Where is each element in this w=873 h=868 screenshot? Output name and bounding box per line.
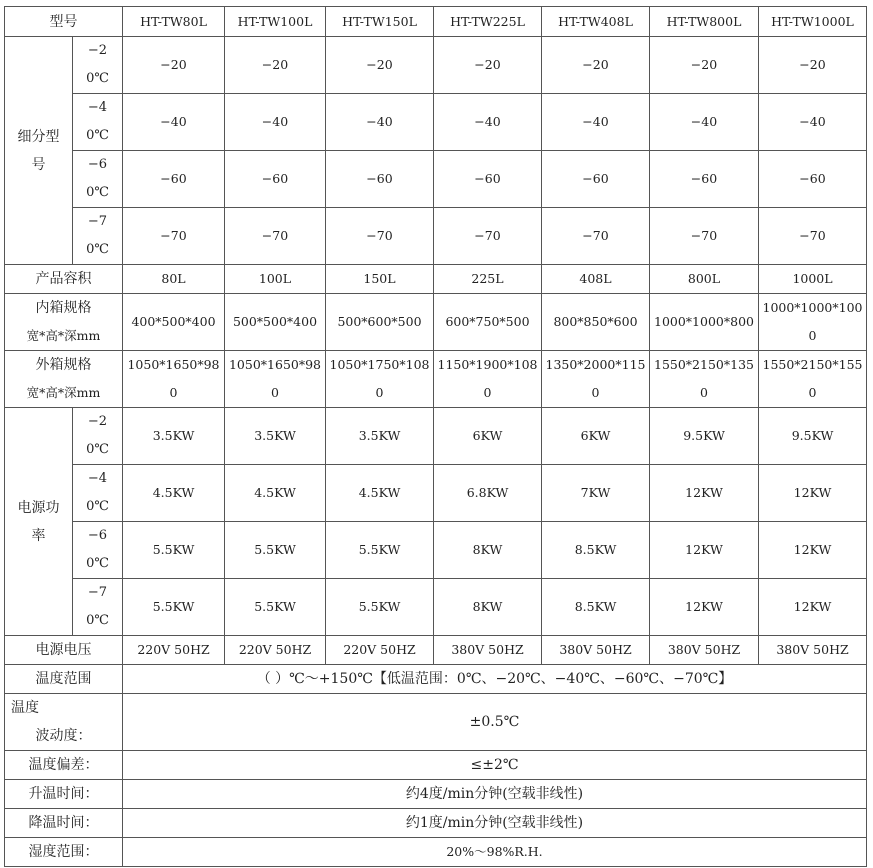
table-cell: −60 — [326, 151, 434, 208]
table-cell: 3.5KW — [123, 408, 225, 465]
table-cell: −20 — [434, 37, 542, 94]
table-cell: 1350*2000*115 0 — [542, 351, 650, 408]
model-name: HT-TW225L — [434, 7, 542, 37]
table-cell: 500*600*500 — [326, 294, 434, 351]
sub-temp-label: −2 0℃ — [73, 37, 123, 94]
temp-range-label: 温度范围 — [5, 665, 123, 694]
table-cell: 12KW — [759, 522, 867, 579]
model-name: HT-TW150L — [326, 7, 434, 37]
table-cell: −20 — [326, 37, 434, 94]
table-cell: 4.5KW — [225, 465, 326, 522]
power-temp-label: −6 0℃ — [73, 522, 123, 579]
heat-time-value: 约4度/min分钟(空载非线性) — [123, 780, 867, 809]
sub-model-row — [5, 37, 867, 94]
temp-range-value: （ ）℃～+150℃【低温范围：0℃、−20℃、−40℃、−60℃、−70℃】 — [123, 665, 867, 694]
inner-size-label: 内箱规格 宽*高*深mm — [5, 294, 123, 351]
table-cell: 1050*1650*98 0 — [225, 351, 326, 408]
power-row — [5, 579, 867, 636]
table-cell: 408L — [542, 265, 650, 294]
table-cell: 800L — [650, 265, 759, 294]
table-cell: 225L — [434, 265, 542, 294]
table-cell: 12KW — [650, 522, 759, 579]
table-cell: −40 — [326, 94, 434, 151]
table-cell: 1550*2150*135 0 — [650, 351, 759, 408]
table-cell: 7KW — [542, 465, 650, 522]
inner-size-row — [5, 294, 867, 351]
table-cell: −70 — [326, 208, 434, 265]
table-cell: 1150*1900*108 0 — [434, 351, 542, 408]
table-cell: 1050*1650*98 0 — [123, 351, 225, 408]
voltage-row — [5, 636, 867, 665]
sub-model-row — [5, 208, 867, 265]
heat-time-label: 升温时间： — [5, 780, 123, 809]
humidity-value: 20%～98%R.H. — [123, 838, 867, 867]
fluctuation-row — [5, 694, 867, 751]
model-name: HT-TW408L — [542, 7, 650, 37]
table-cell: 800*850*600 — [542, 294, 650, 351]
model-name: HT-TW100L — [225, 7, 326, 37]
table-cell: −20 — [225, 37, 326, 94]
heat-time-row — [5, 780, 867, 809]
sub-model-row — [5, 94, 867, 151]
table-cell: 8.5KW — [542, 522, 650, 579]
model-header-label: 型号 — [5, 7, 123, 37]
spec-table — [4, 6, 867, 867]
table-cell: 8KW — [434, 522, 542, 579]
table-cell: 1000*1000*800 — [650, 294, 759, 351]
table-cell: −20 — [650, 37, 759, 94]
table-cell: 9.5KW — [759, 408, 867, 465]
table-cell: 1000*1000*100 0 — [759, 294, 867, 351]
table-cell: 6.8KW — [434, 465, 542, 522]
humidity-label: 湿度范围： — [5, 838, 123, 867]
table-cell: 220V 50HZ — [326, 636, 434, 665]
table-cell: 600*750*500 — [434, 294, 542, 351]
table-cell: 6KW — [542, 408, 650, 465]
model-name: HT-TW1000L — [759, 7, 867, 37]
power-label: 电源功 率 — [5, 408, 73, 636]
table-cell: −70 — [542, 208, 650, 265]
table-cell: 150L — [326, 265, 434, 294]
table-cell: −40 — [434, 94, 542, 151]
table-cell: 3.5KW — [326, 408, 434, 465]
table-cell: −60 — [123, 151, 225, 208]
table-cell: 5.5KW — [326, 522, 434, 579]
temp-range-row — [5, 665, 867, 694]
table-cell: −70 — [650, 208, 759, 265]
table-cell: 4.5KW — [123, 465, 225, 522]
table-cell: −20 — [759, 37, 867, 94]
table-cell: 500*500*400 — [225, 294, 326, 351]
table-cell: −40 — [759, 94, 867, 151]
volume-label: 产品容积 — [5, 265, 123, 294]
table-cell: −40 — [650, 94, 759, 151]
power-temp-label: −2 0℃ — [73, 408, 123, 465]
table-cell: 5.5KW — [123, 522, 225, 579]
table-cell: 1050*1750*108 0 — [326, 351, 434, 408]
table-cell: −60 — [434, 151, 542, 208]
table-cell: 5.5KW — [225, 522, 326, 579]
table-cell: −40 — [542, 94, 650, 151]
power-row — [5, 522, 867, 579]
cool-time-row — [5, 809, 867, 838]
power-row — [5, 408, 867, 465]
model-name: HT-TW800L — [650, 7, 759, 37]
table-cell: 380V 50HZ — [434, 636, 542, 665]
sub-temp-label: −6 0℃ — [73, 151, 123, 208]
table-cell: −70 — [225, 208, 326, 265]
table-cell: −60 — [759, 151, 867, 208]
table-cell: 220V 50HZ — [123, 636, 225, 665]
table-cell: 8.5KW — [542, 579, 650, 636]
sub-temp-label: −4 0℃ — [73, 94, 123, 151]
table-cell: 12KW — [759, 465, 867, 522]
table-cell: −20 — [542, 37, 650, 94]
deviation-row — [5, 751, 867, 780]
table-cell: −70 — [434, 208, 542, 265]
table-cell: 1000L — [759, 265, 867, 294]
outer-size-label: 外箱规格 宽*高*深mm — [5, 351, 123, 408]
table-cell: −70 — [123, 208, 225, 265]
table-cell: 100L — [225, 265, 326, 294]
table-cell: 5.5KW — [326, 579, 434, 636]
sub-temp-label: −7 0℃ — [73, 208, 123, 265]
power-row — [5, 465, 867, 522]
table-cell: 12KW — [650, 465, 759, 522]
table-cell: 12KW — [650, 579, 759, 636]
humidity-row — [5, 838, 867, 867]
model-name: HT-TW80L — [123, 7, 225, 37]
table-cell: 8KW — [434, 579, 542, 636]
cool-time-label: 降温时间： — [5, 809, 123, 838]
table-cell: −60 — [650, 151, 759, 208]
table-cell: 80L — [123, 265, 225, 294]
table-cell: 4.5KW — [326, 465, 434, 522]
deviation-label: 温度偏差： — [5, 751, 123, 780]
table-cell: −70 — [759, 208, 867, 265]
voltage-label: 电源电压 — [5, 636, 123, 665]
table-cell: 12KW — [759, 579, 867, 636]
table-cell: 400*500*400 — [123, 294, 225, 351]
table-cell: −60 — [225, 151, 326, 208]
table-cell: 5.5KW — [123, 579, 225, 636]
table-cell: 220V 50HZ — [225, 636, 326, 665]
fluctuation-value: ±0.5℃ — [123, 694, 867, 751]
table-cell: 3.5KW — [225, 408, 326, 465]
sub-model-label: 细分型 号 — [5, 37, 73, 265]
table-cell: −60 — [542, 151, 650, 208]
header-row — [5, 7, 867, 37]
cool-time-value: 约1度/min分钟(空载非线性) — [123, 809, 867, 838]
table-cell: 9.5KW — [650, 408, 759, 465]
fluctuation-label: 温度 波动度： — [5, 694, 123, 751]
power-temp-label: −4 0℃ — [73, 465, 123, 522]
table-cell: 380V 50HZ — [542, 636, 650, 665]
table-cell: 5.5KW — [225, 579, 326, 636]
sub-model-row — [5, 151, 867, 208]
table-cell: 1550*2150*155 0 — [759, 351, 867, 408]
table-cell: −40 — [225, 94, 326, 151]
table-cell: 6KW — [434, 408, 542, 465]
table-cell: −20 — [123, 37, 225, 94]
deviation-value: ≤±2℃ — [123, 751, 867, 780]
volume-row — [5, 265, 867, 294]
power-temp-label: −7 0℃ — [73, 579, 123, 636]
table-cell: 380V 50HZ — [650, 636, 759, 665]
table-cell: 380V 50HZ — [759, 636, 867, 665]
table-cell: −40 — [123, 94, 225, 151]
outer-size-row — [5, 351, 867, 408]
